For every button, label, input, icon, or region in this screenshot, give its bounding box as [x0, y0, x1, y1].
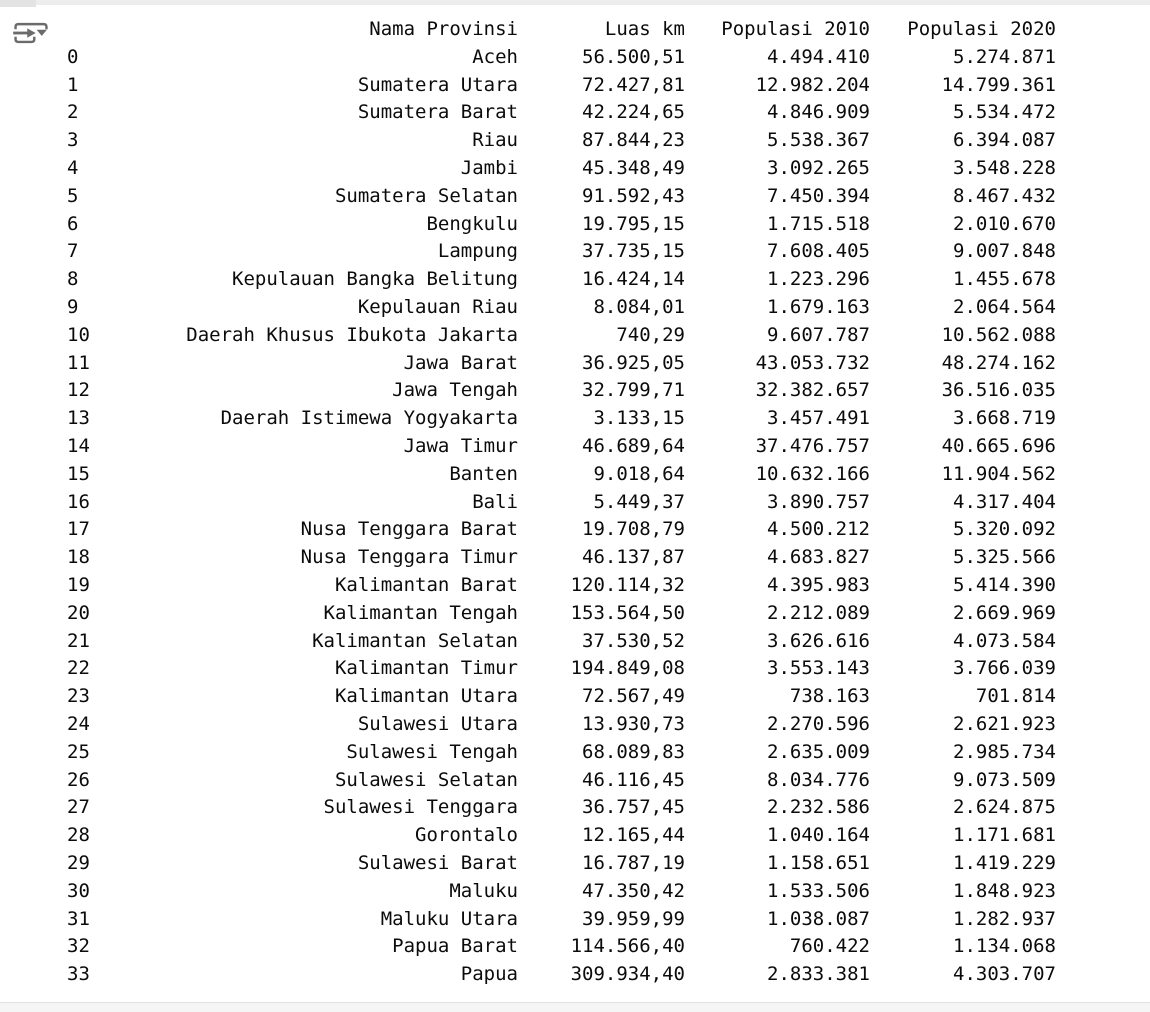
table-row — [0, 906, 1150, 934]
cell-index: 29 — [67, 851, 90, 874]
cell-luas-km: 56.500,51 — [582, 45, 685, 68]
cell-populasi-2020: 2.669.969 — [953, 601, 1056, 624]
cell-nama-provinsi: Kepulauan Riau — [357, 295, 518, 318]
cell-nama-provinsi: Jambi — [460, 156, 518, 179]
cell-populasi-2010: 7.450.394 — [767, 184, 870, 207]
cell-nama-provinsi: Jawa Tengah — [392, 379, 518, 402]
table-row — [0, 72, 1150, 100]
cell-nama-provinsi: Kalimantan Timur — [334, 657, 518, 680]
cell-index: 11 — [67, 351, 90, 374]
cell-populasi-2010: 1.038.087 — [767, 907, 870, 930]
cell-nama-provinsi: Banten — [449, 462, 518, 485]
cell-populasi-2020: 48.274.162 — [941, 351, 1056, 374]
cell-luas-km: 13.930,73 — [582, 712, 685, 735]
cell-index: 28 — [67, 824, 90, 847]
cell-populasi-2010: 1.223.296 — [767, 268, 870, 291]
cell-populasi-2020: 3.668.719 — [953, 407, 1056, 430]
table-row — [0, 600, 1150, 628]
cell-populasi-2010: 37.476.757 — [755, 434, 870, 457]
cell-luas-km: 72.427,81 — [582, 73, 685, 96]
cell-populasi-2020: 5.414.390 — [953, 573, 1056, 596]
cell-populasi-2010: 760.422 — [789, 935, 870, 958]
cell-populasi-2010: 2.232.586 — [767, 796, 870, 819]
index-column-header — [67, 16, 114, 44]
cell-populasi-2020: 6.394.087 — [953, 129, 1056, 152]
cell-nama-provinsi: Daerah Istimewa Yogyakarta — [220, 407, 518, 430]
cell-populasi-2020: 5.274.871 — [953, 45, 1056, 68]
cell-nama-provinsi: Jawa Timur — [403, 434, 518, 457]
cell-luas-km: 46.116,45 — [582, 768, 685, 791]
cell-populasi-2020: 1.134.068 — [953, 935, 1056, 958]
cell-luas-km: 12.165,44 — [582, 824, 685, 847]
cell-populasi-2020: 2.010.670 — [953, 212, 1056, 235]
cell-populasi-2010: 2.635.009 — [767, 740, 870, 763]
cell-populasi-2010: 1.679.163 — [767, 295, 870, 318]
cell-nama-provinsi: Kalimantan Utara — [334, 685, 518, 708]
cell-bottom-strip — [0, 1003, 1150, 1012]
cell-nama-provinsi: Sulawesi Selatan — [334, 768, 518, 791]
cell-index: 7 — [67, 240, 79, 263]
cell-nama-provinsi: Nusa Tenggara Timur — [300, 546, 518, 569]
column-header-luas-km: Luas km — [604, 18, 685, 40]
cell-top-strip-corner — [0, 0, 36, 7]
cell-populasi-2010: 3.553.143 — [767, 657, 870, 680]
cell-nama-provinsi: Sulawesi Tengah — [346, 740, 518, 763]
table-row — [0, 711, 1150, 739]
table-row — [0, 850, 1150, 878]
cell-populasi-2020: 2.621.923 — [953, 712, 1056, 735]
table-row — [0, 238, 1150, 266]
cell-populasi-2020: 10.562.088 — [941, 323, 1056, 346]
cell-populasi-2010: 10.632.166 — [755, 462, 870, 485]
cell-populasi-2020: 1.171.681 — [953, 824, 1056, 847]
cell-populasi-2020: 5.325.566 — [953, 546, 1056, 569]
cell-populasi-2010: 1.040.164 — [767, 824, 870, 847]
cell-luas-km: 194.849,08 — [570, 657, 685, 680]
cell-luas-km: 37.735,15 — [582, 240, 685, 263]
cell-populasi-2020: 8.467.432 — [953, 184, 1056, 207]
cell-index: 26 — [67, 768, 90, 791]
cell-populasi-2010: 12.982.204 — [755, 73, 870, 96]
cell-luas-km: 72.567,49 — [582, 685, 685, 708]
cell-populasi-2020: 11.904.562 — [941, 462, 1056, 485]
cell-nama-provinsi: Papua — [460, 963, 518, 986]
cell-luas-km: 68.089,83 — [582, 740, 685, 763]
cell-index: 0 — [67, 45, 79, 68]
cell-luas-km: 9.018,64 — [593, 462, 685, 485]
table-row — [0, 961, 1150, 989]
cell-nama-provinsi: Sulawesi Tenggara — [323, 796, 518, 819]
cell-populasi-2020: 5.534.472 — [953, 101, 1056, 124]
table-row — [0, 405, 1150, 433]
cell-nama-provinsi: Kepulauan Bangka Belitung — [232, 268, 518, 291]
cell-nama-provinsi: Nusa Tenggara Barat — [300, 518, 518, 541]
cell-luas-km: 19.708,79 — [582, 518, 685, 541]
cell-nama-provinsi: Sumatera Selatan — [334, 184, 518, 207]
table-row — [0, 377, 1150, 405]
cell-nama-provinsi: Jawa Barat — [403, 351, 518, 374]
cell-luas-km: 5.449,37 — [593, 490, 685, 513]
cell-populasi-2020: 9.007.848 — [953, 240, 1056, 263]
cell-index: 31 — [67, 907, 90, 930]
cell-populasi-2020: 2.624.875 — [953, 796, 1056, 819]
table-row — [0, 739, 1150, 767]
table-row — [0, 322, 1150, 350]
cell-populasi-2020: 36.516.035 — [941, 379, 1056, 402]
cell-populasi-2010: 4.846.909 — [767, 101, 870, 124]
cell-index: 12 — [67, 379, 90, 402]
table-row — [0, 683, 1150, 711]
cell-populasi-2020: 1.455.678 — [953, 268, 1056, 291]
cell-populasi-2020: 14.799.361 — [941, 73, 1056, 96]
column-header-populasi-2010: Populasi 2010 — [721, 18, 870, 40]
cell-populasi-2010: 2.270.596 — [767, 712, 870, 735]
cell-populasi-2020: 4.073.584 — [953, 629, 1056, 652]
cell-luas-km: 42.224,65 — [582, 101, 685, 124]
cell-luas-km: 36.757,45 — [582, 796, 685, 819]
table-row — [0, 822, 1150, 850]
cell-nama-provinsi: Kalimantan Barat — [334, 573, 518, 596]
cell-populasi-2020: 2.985.734 — [953, 740, 1056, 763]
cell-populasi-2010: 2.212.089 — [767, 601, 870, 624]
cell-luas-km: 87.844,23 — [582, 129, 685, 152]
cell-index: 18 — [67, 546, 90, 569]
cell-populasi-2020: 2.064.564 — [953, 295, 1056, 318]
table-row — [0, 933, 1150, 961]
cell-nama-provinsi: Bali — [472, 490, 518, 513]
cell-top-strip — [0, 0, 1150, 5]
cell-populasi-2010: 3.626.616 — [767, 629, 870, 652]
cell-luas-km: 153.564,50 — [570, 601, 685, 624]
table-row — [0, 44, 1150, 72]
cell-index: 14 — [67, 434, 90, 457]
cell-luas-km: 37.530,52 — [582, 629, 685, 652]
table-row — [0, 572, 1150, 600]
cell-luas-km: 91.592,43 — [582, 184, 685, 207]
cell-index: 9 — [67, 295, 79, 318]
cell-index: 4 — [67, 156, 79, 179]
cell-populasi-2020: 1.848.923 — [953, 879, 1056, 902]
cell-index: 23 — [67, 685, 90, 708]
table-row — [0, 461, 1150, 489]
table-row — [0, 350, 1150, 378]
cell-index: 15 — [67, 462, 90, 485]
table-row — [0, 628, 1150, 656]
cell-luas-km: 16.787,19 — [582, 851, 685, 874]
cell-populasi-2010: 2.833.381 — [767, 963, 870, 986]
cell-populasi-2010: 5.538.367 — [767, 129, 870, 152]
cell-populasi-2020: 3.548.228 — [953, 156, 1056, 179]
cell-nama-provinsi: Riau — [472, 129, 518, 152]
cell-index: 13 — [67, 407, 90, 430]
cell-luas-km: 47.350,42 — [582, 879, 685, 902]
cell-populasi-2010: 7.608.405 — [767, 240, 870, 263]
cell-index: 2 — [67, 101, 79, 124]
cell-luas-km: 16.424,14 — [582, 268, 685, 291]
cell-nama-provinsi: Sumatera Barat — [357, 101, 518, 124]
column-header-populasi-2020: Populasi 2020 — [907, 18, 1056, 40]
cell-index: 1 — [67, 73, 79, 96]
cell-populasi-2020: 40.665.696 — [941, 434, 1056, 457]
cell-luas-km: 39.959,99 — [582, 907, 685, 930]
cell-luas-km: 740,29 — [616, 323, 685, 346]
cell-nama-provinsi: Sulawesi Utara — [357, 712, 518, 735]
cell-populasi-2020: 9.073.509 — [953, 768, 1056, 791]
table-row — [0, 516, 1150, 544]
cell-index: 33 — [67, 963, 90, 986]
cell-index: 10 — [67, 323, 90, 346]
cell-populasi-2020: 4.317.404 — [953, 490, 1056, 513]
cell-nama-provinsi: Daerah Khusus Ibukota Jakarta — [186, 323, 518, 346]
table-row — [0, 544, 1150, 572]
cell-populasi-2010: 4.683.827 — [767, 546, 870, 569]
table-header-row — [0, 16, 1150, 44]
cell-populasi-2010: 1.533.506 — [767, 879, 870, 902]
cell-nama-provinsi: Maluku Utara — [380, 907, 518, 930]
table-row — [0, 767, 1150, 795]
cell-luas-km: 46.137,87 — [582, 546, 685, 569]
cell-index: 8 — [67, 268, 79, 291]
cell-populasi-2020: 4.303.707 — [953, 963, 1056, 986]
cell-luas-km: 46.689,64 — [582, 434, 685, 457]
cell-luas-km: 120.114,32 — [570, 573, 685, 596]
cell-populasi-2010: 32.382.657 — [755, 379, 870, 402]
table-row — [0, 183, 1150, 211]
cell-populasi-2010: 3.457.491 — [767, 407, 870, 430]
table-body — [0, 44, 1150, 989]
cell-index: 16 — [67, 490, 90, 513]
cell-nama-provinsi: Lampung — [437, 240, 518, 263]
cell-nama-provinsi: Kalimantan Tengah — [323, 601, 518, 624]
cell-index: 30 — [67, 879, 90, 902]
cell-luas-km: 114.566,40 — [570, 935, 685, 958]
table-row — [0, 294, 1150, 322]
cell-index: 22 — [67, 657, 90, 680]
table-row — [0, 655, 1150, 683]
cell-populasi-2010: 1.715.518 — [767, 212, 870, 235]
table-row — [0, 155, 1150, 183]
cell-nama-provinsi: Sumatera Utara — [357, 73, 518, 96]
cell-nama-provinsi: Kalimantan Selatan — [312, 629, 518, 652]
cell-index: 6 — [67, 212, 79, 235]
cell-populasi-2010: 738.163 — [789, 685, 870, 708]
cell-populasi-2020: 3.766.039 — [953, 657, 1056, 680]
cell-index: 27 — [67, 796, 90, 819]
cell-nama-provinsi: Aceh — [472, 45, 518, 68]
dataframe-output — [0, 16, 1150, 989]
cell-populasi-2010: 4.395.983 — [767, 573, 870, 596]
cell-luas-km: 8.084,01 — [593, 295, 685, 318]
cell-index: 24 — [67, 712, 90, 735]
cell-populasi-2010: 4.494.410 — [767, 45, 870, 68]
cell-luas-km: 309.934,40 — [570, 963, 685, 986]
cell-luas-km: 36.925,05 — [582, 351, 685, 374]
cell-nama-provinsi: Bengkulu — [426, 212, 518, 235]
cell-index: 25 — [67, 740, 90, 763]
cell-nama-provinsi: Maluku — [449, 879, 518, 902]
table-row — [0, 433, 1150, 461]
cell-populasi-2020: 5.320.092 — [953, 518, 1056, 541]
cell-nama-provinsi: Sulawesi Barat — [357, 851, 518, 874]
cell-populasi-2020: 1.282.937 — [953, 907, 1056, 930]
cell-luas-km: 3.133,15 — [593, 407, 685, 430]
table-row — [0, 211, 1150, 239]
cell-nama-provinsi: Gorontalo — [415, 824, 518, 847]
cell-populasi-2010: 43.053.732 — [755, 351, 870, 374]
cell-populasi-2010: 9.607.787 — [767, 323, 870, 346]
cell-populasi-2020: 1.419.229 — [953, 851, 1056, 874]
cell-index: 3 — [67, 129, 79, 152]
table-row — [0, 878, 1150, 906]
cell-index: 20 — [67, 601, 90, 624]
cell-index: 19 — [67, 573, 90, 596]
cell-index: 17 — [67, 518, 90, 541]
cell-populasi-2010: 8.034.776 — [767, 768, 870, 791]
cell-index: 32 — [67, 935, 90, 958]
cell-index: 5 — [67, 184, 79, 207]
table-row — [0, 99, 1150, 127]
column-header-nama-provinsi: Nama Provinsi — [369, 18, 518, 40]
table-row — [0, 489, 1150, 517]
cell-populasi-2020: 701.814 — [975, 685, 1056, 708]
table-row — [0, 794, 1150, 822]
cell-populasi-2010: 1.158.651 — [767, 851, 870, 874]
cell-populasi-2010: 3.092.265 — [767, 156, 870, 179]
table-row — [0, 127, 1150, 155]
cell-populasi-2010: 4.500.212 — [767, 518, 870, 541]
cell-index: 21 — [67, 629, 90, 652]
table-row — [0, 266, 1150, 294]
cell-luas-km: 32.799,71 — [582, 379, 685, 402]
cell-populasi-2010: 3.890.757 — [767, 490, 870, 513]
cell-luas-km: 45.348,49 — [582, 156, 685, 179]
cell-nama-provinsi: Papua Barat — [392, 935, 518, 958]
cell-luas-km: 19.795,15 — [582, 212, 685, 235]
